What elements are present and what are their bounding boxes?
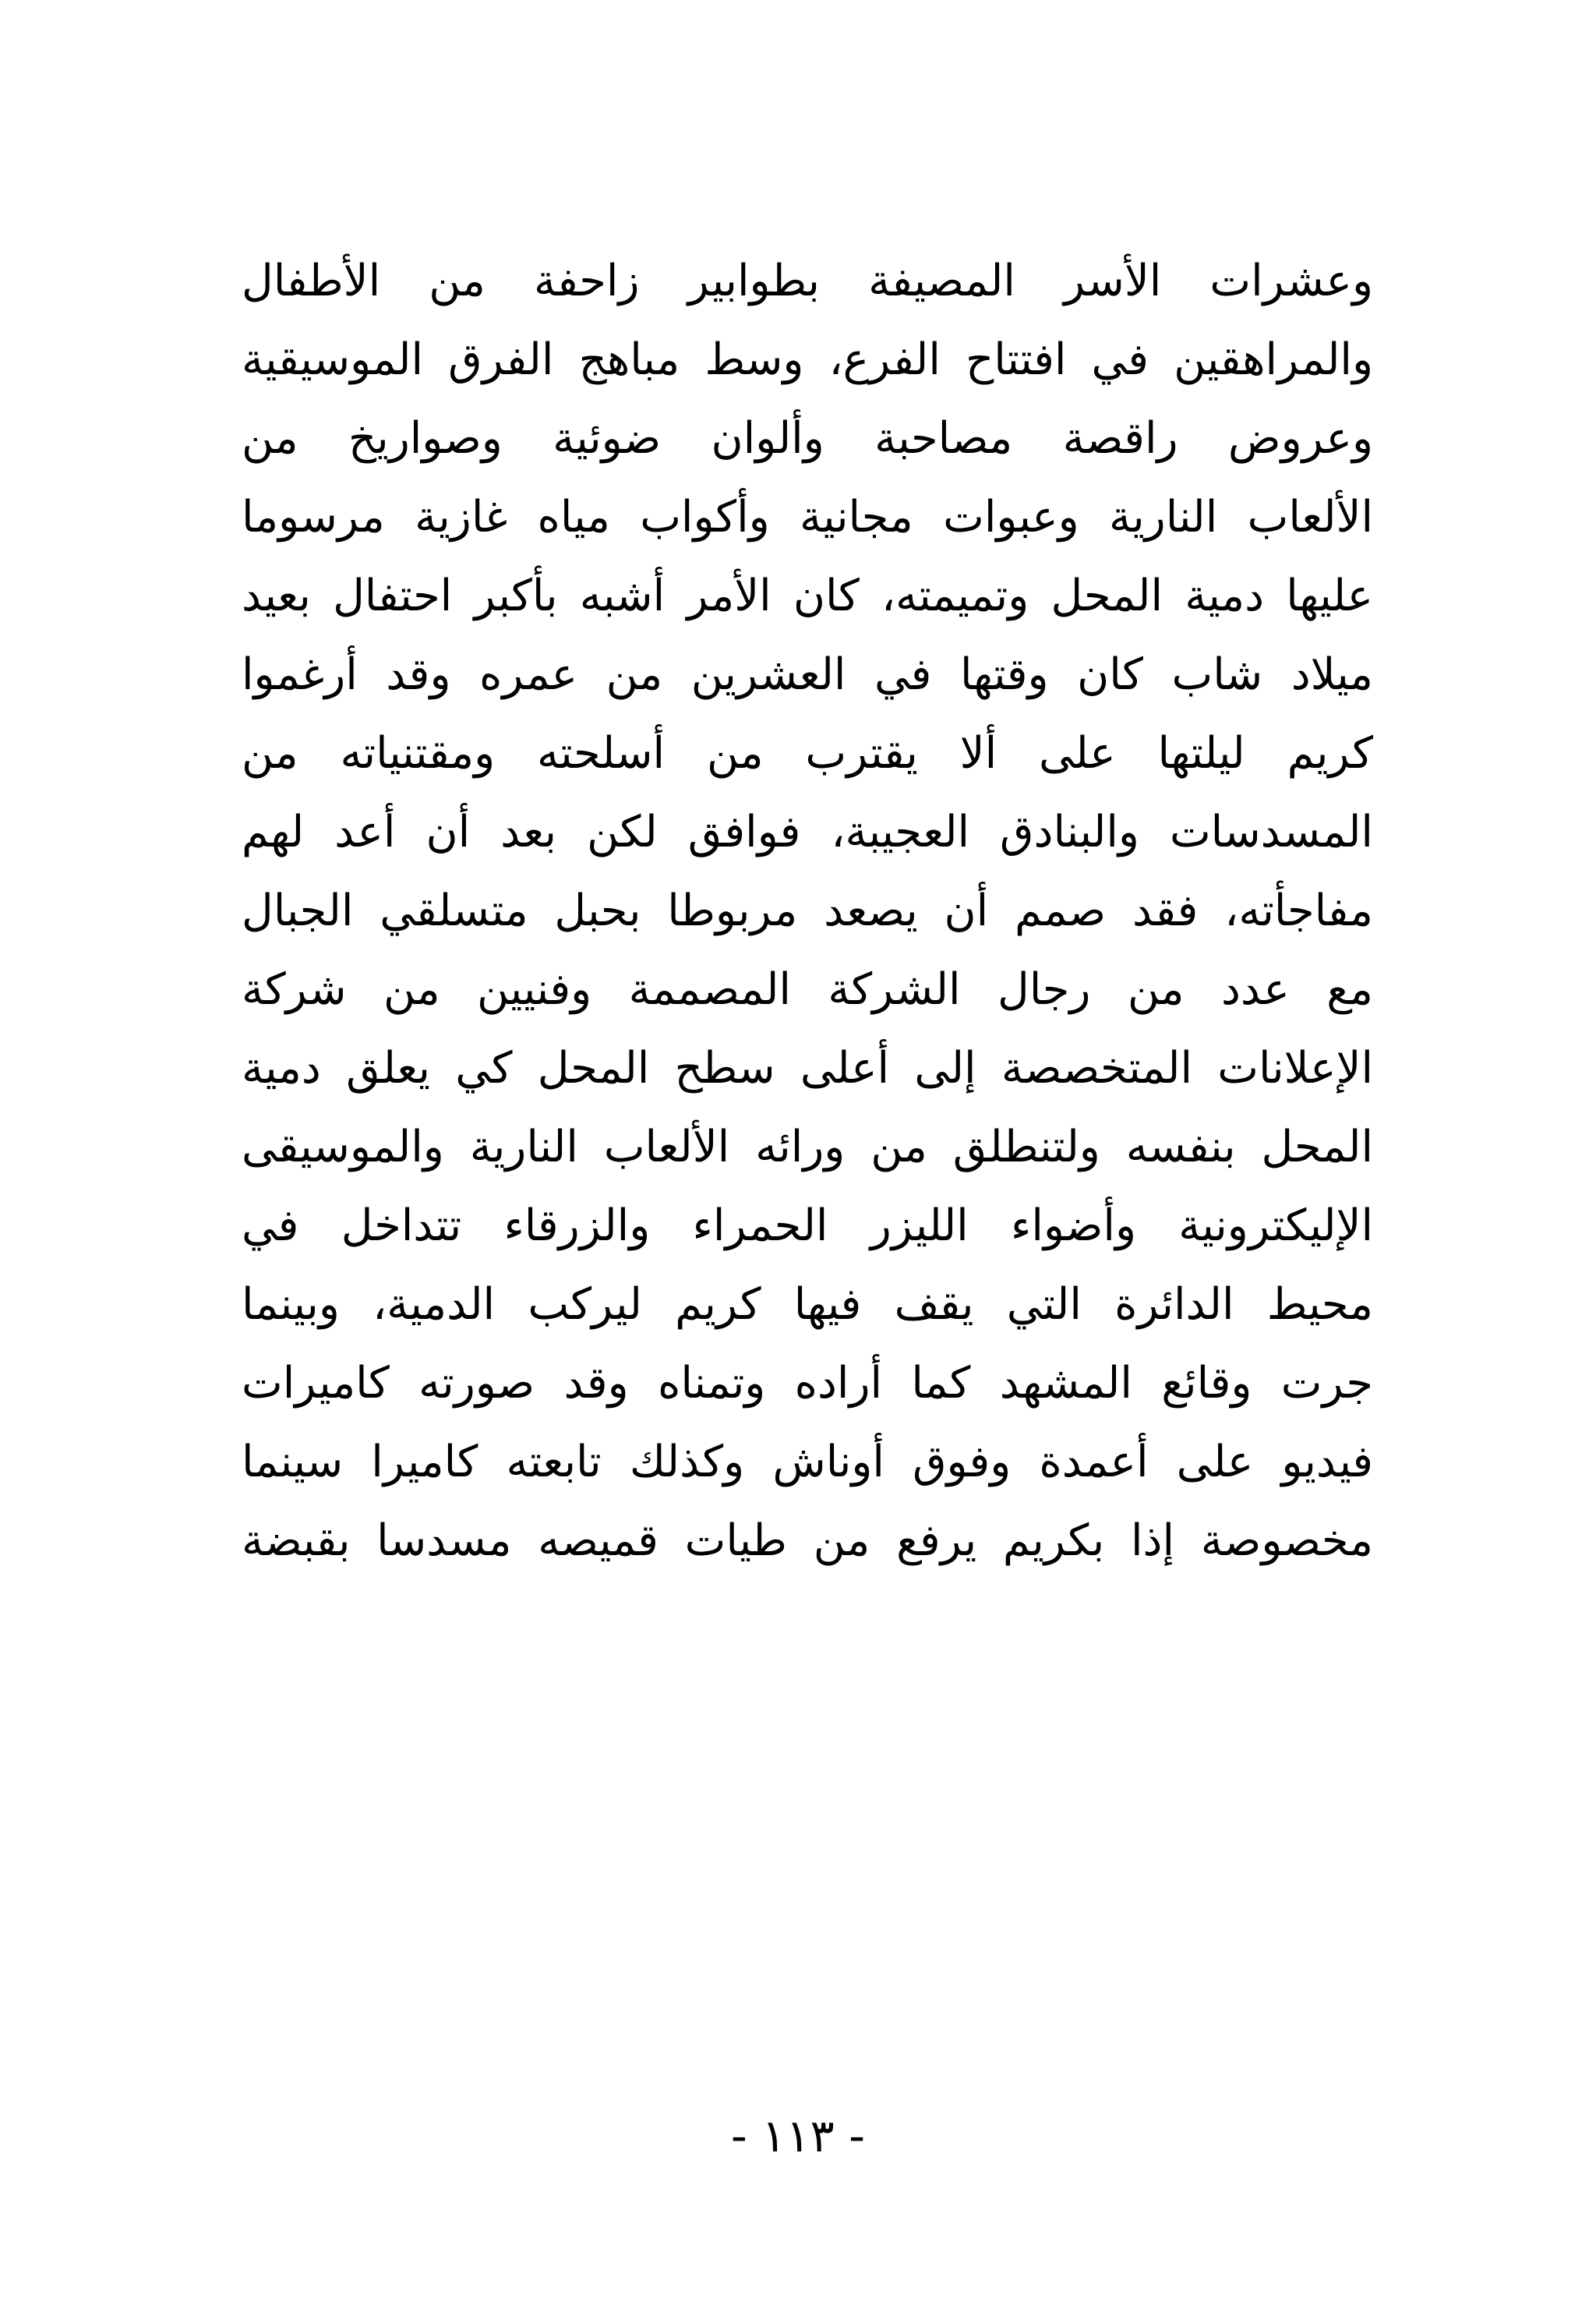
body-text	[242, 242, 1373, 1580]
text-line: مخصوصة إذا بكريم يرفع من طيات قميصه مسدسا بقبضة	[242, 1515, 1373, 1566]
text-line: الإعلانات المتخصصة إلى أعلى سطح المحل كي يعلق دمية	[242, 1043, 1373, 1094]
text-line: المحل بنفسه ولتنطلق من ورائه الألعاب النارية والموسيقى	[242, 1122, 1373, 1172]
text-line: وعروض راقصة مصاحبة وألوان ضوئية وصواريخ من	[242, 413, 1373, 464]
text-line: المسدسات والبنادق العجيبة، فوافق لكن بعد أن أعد لهم	[242, 807, 1373, 857]
text-line: مع عدد من رجال الشركة المصممة وفنيين من شركة	[242, 964, 1373, 1015]
text-line: عليها دمية المحل وتميمته، كان الأمر أشبه بأكبر احتفال بعيد	[242, 571, 1373, 621]
text-line: والمراهقين في افتتاح الفرع، وسط مباهج الفرق الموسيقية	[242, 334, 1373, 385]
text-line: وعشرات الأسر المصيفة بطوابير زاحفة من الأطفال	[242, 256, 1373, 306]
page-number: - ١١٣ -	[730, 2109, 866, 2162]
text-line: الألعاب النارية وعبوات مجانية وأكواب مياه غازية مرسوما	[242, 492, 1373, 543]
text-line: الإليكترونية وأضواء الليزر الحمراء والزرقاء تتداخل في	[242, 1200, 1373, 1251]
text-line: ميلاد شاب كان وقتها في العشرين من عمره وقد أرغموا	[242, 649, 1373, 700]
text-line: كريم ليلتها على ألا يقترب من أسلحته ومقتنياته من	[242, 728, 1373, 779]
text-line: مفاجأته، فقد صمم أن يصعد مربوطا بحبل متسلقي الجبال	[242, 886, 1373, 936]
text-line: محيط الدائرة التي يقف فيها كريم ليركب الدمية، وبينما	[242, 1279, 1373, 1330]
text-line: فيديو على أعمدة وفوق أوناش وكذلك تابعته كاميرا سينما	[242, 1437, 1373, 1487]
text-line: جرت وقائع المشهد كما أراده وتمناه وقد صورته كاميرات	[242, 1358, 1373, 1409]
